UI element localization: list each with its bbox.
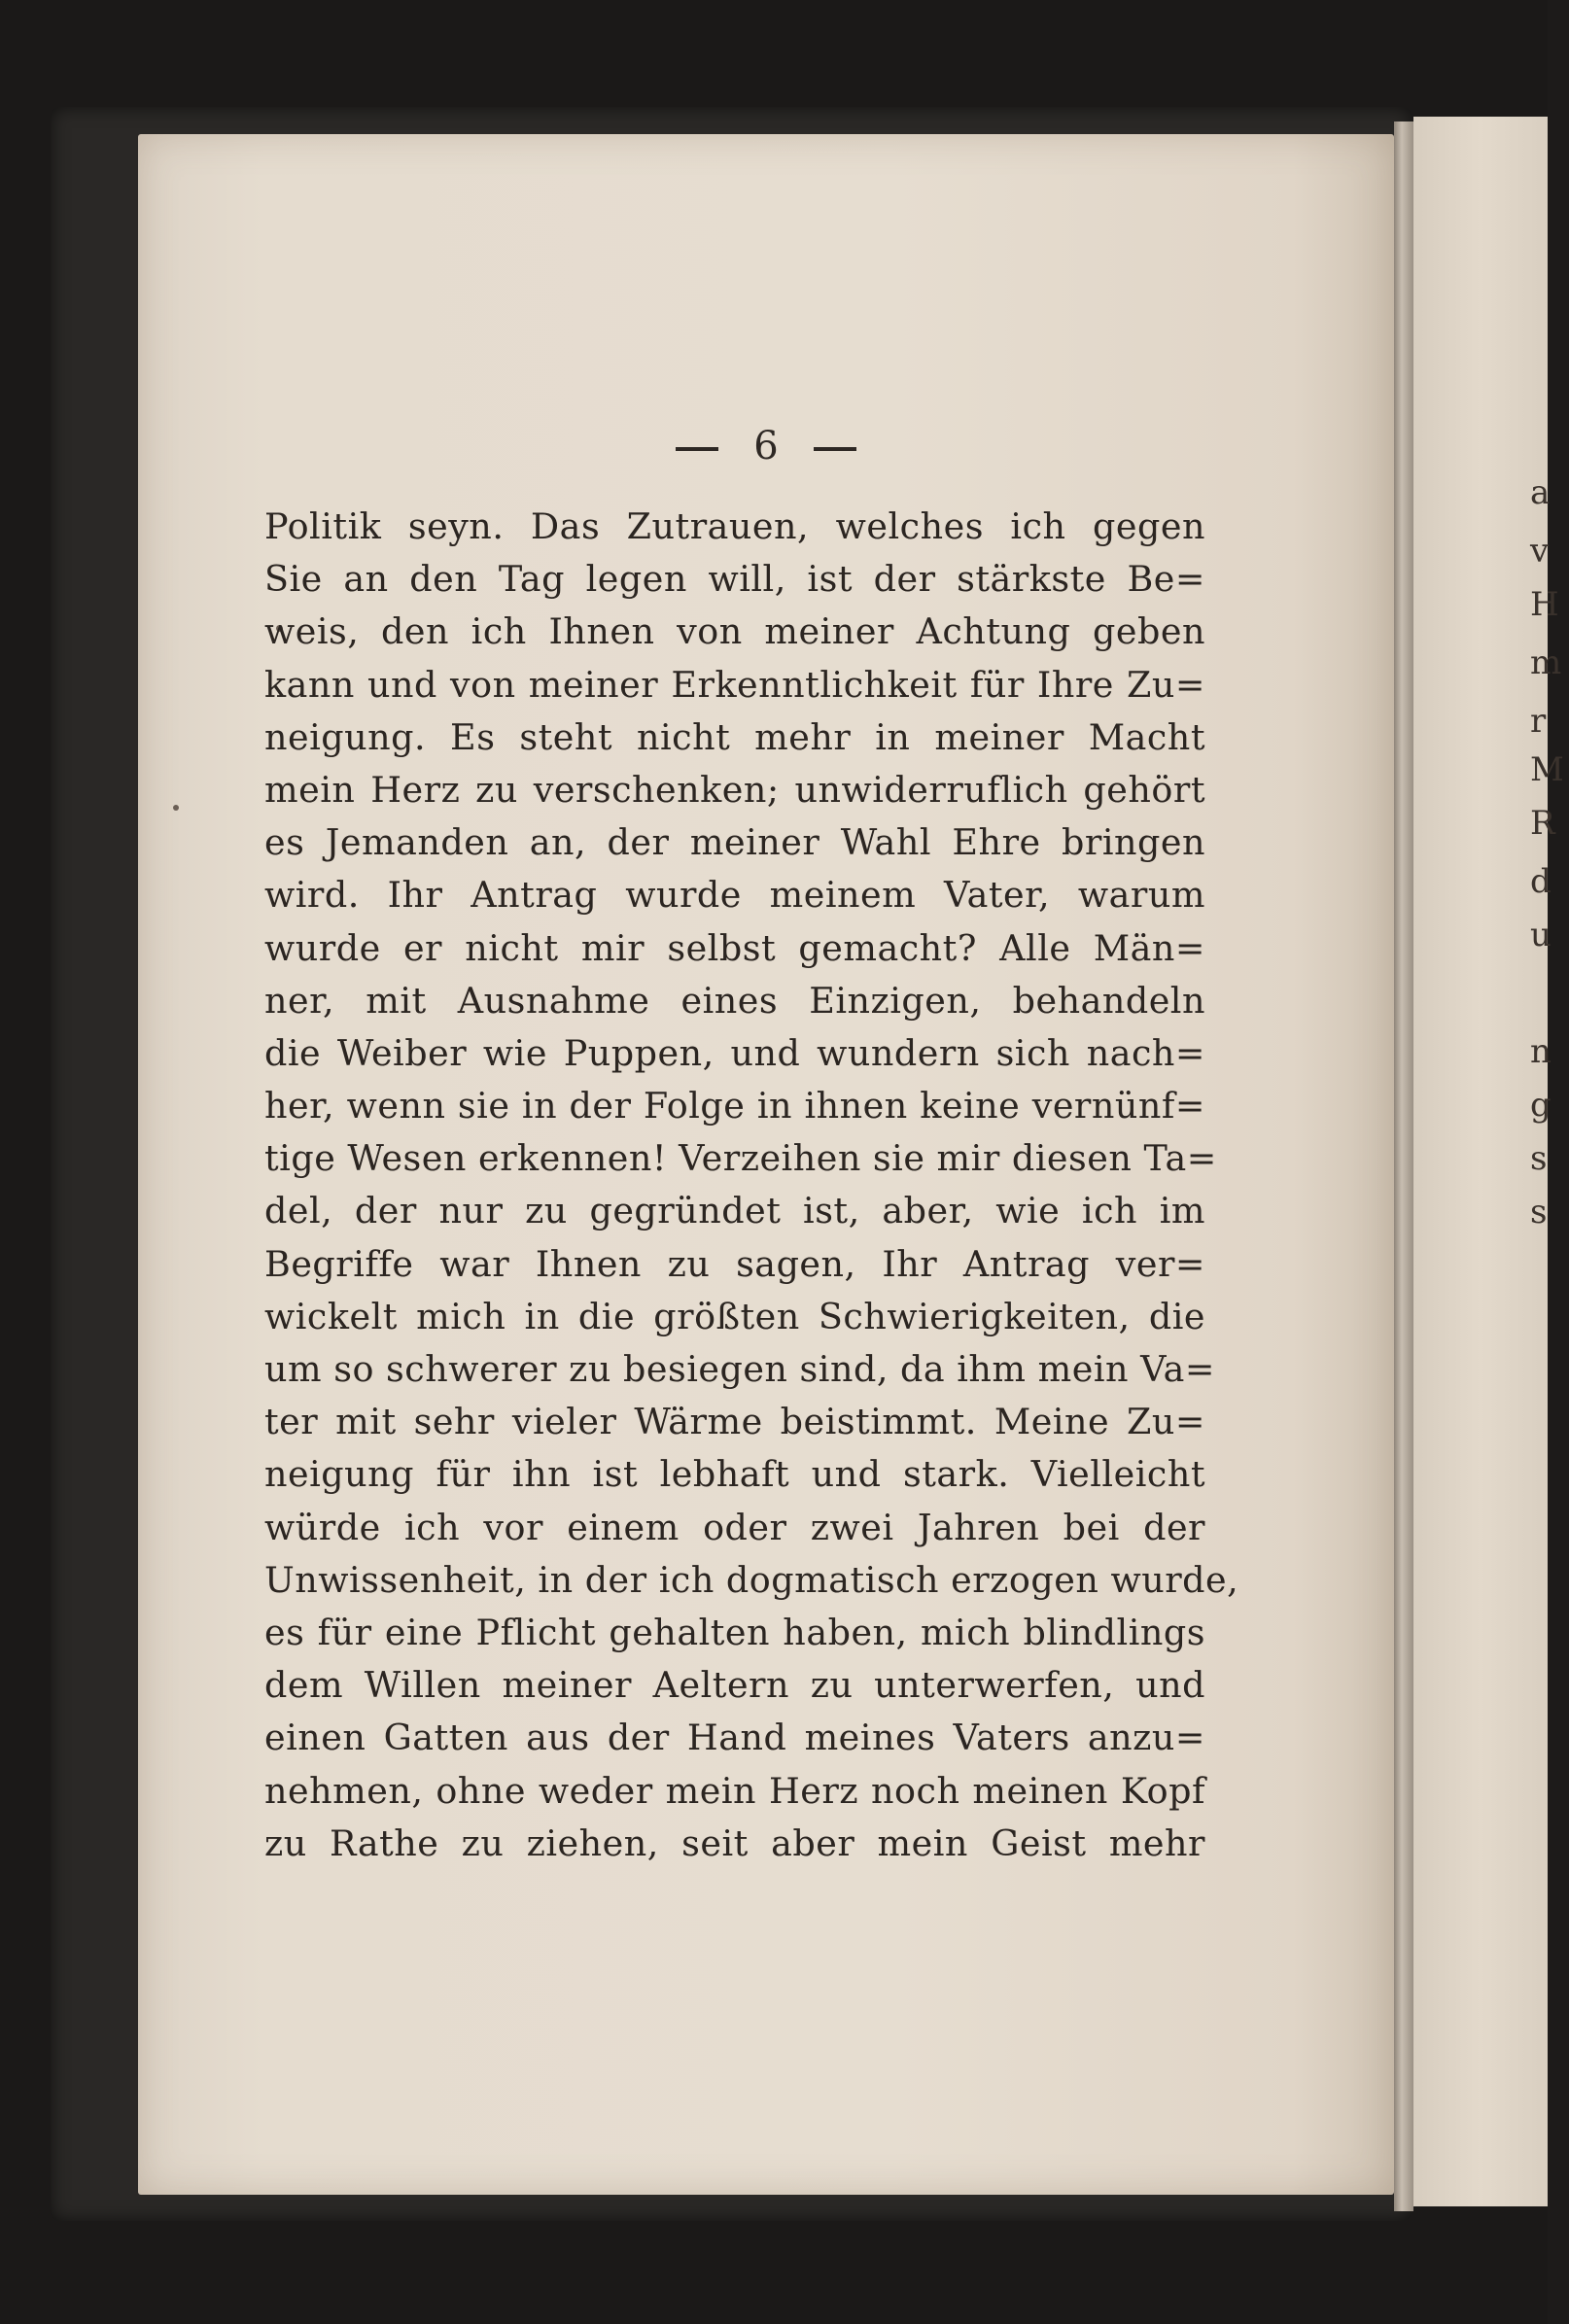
text-line: die Weiber wie Puppen, und wundern sich nach= — [264, 1031, 1205, 1074]
body-text — [264, 501, 1239, 1870]
next-page-fragment: a — [1530, 473, 1551, 512]
page-header — [138, 424, 1394, 468]
next-page-fragment: g — [1530, 1086, 1552, 1125]
text-line: wurde er nicht mir selbst gemacht? Alle Män= — [264, 926, 1205, 969]
text-line: wird. Ihr Antrag wurde meinem Vater, warum — [264, 874, 1205, 917]
paper-speck — [173, 805, 179, 811]
text-line: Sie an den Tag legen will, ist der stärkste Be= — [264, 558, 1205, 601]
header-dash-right — [814, 447, 856, 451]
next-page-fragment: d — [1530, 862, 1552, 901]
text-line: nehmen, ohne weder mein Herz noch meinen Kopf — [264, 1769, 1205, 1812]
next-page-fragment: m — [1530, 643, 1562, 682]
next-page-fragment: H — [1530, 585, 1559, 624]
text-line: Begriffe war Ihnen zu sagen, Ihr Antrag ver= — [264, 1242, 1205, 1285]
text-line: ner, mit Ausnahme eines Einzigen, behandeln — [264, 979, 1205, 1022]
next-page-fragment: s — [1530, 1139, 1548, 1178]
text-line: zu Rathe zu ziehen, seit aber mein Geist mehr — [264, 1821, 1205, 1864]
text-line: neigung für ihn ist lebhaft und stark. Vielleicht — [264, 1453, 1205, 1496]
text-line: würde ich vor einem oder zwei Jahren bei der — [264, 1506, 1205, 1548]
text-line: tige Wesen erkennen! Verzeihen sie mir diesen Ta= — [264, 1137, 1217, 1180]
next-page-fragment: s — [1530, 1193, 1548, 1231]
text-line: del, der nur zu gegründet ist, aber, wie ich im — [264, 1190, 1205, 1232]
text-line: her, wenn sie in der Folge in ihnen keine vernünf= — [264, 1085, 1205, 1127]
next-page-edge — [1413, 117, 1564, 2206]
next-page-fragment: R — [1530, 804, 1555, 843]
text-line: wickelt mich in die größten Schwierigkeiten, die — [264, 1295, 1205, 1337]
text-line: neigung. Es steht nicht mehr in meiner Macht — [264, 715, 1205, 758]
text-line: ter mit sehr vieler Wärme beistimmt. Meine Zu= — [264, 1401, 1205, 1443]
text-line: es Jemanden an, der meiner Wahl Ehre bringen — [264, 821, 1205, 864]
next-page-fragment: M — [1530, 750, 1564, 789]
next-page-fragment: r — [1530, 702, 1547, 741]
text-line: um so schwerer zu besiegen sind, da ihm mein Va= — [264, 1348, 1215, 1390]
text-line: einen Gatten aus der Hand meines Vaters anzu= — [264, 1717, 1205, 1759]
page-number: 6 — [753, 424, 779, 468]
text-line: es für eine Pflicht gehalten haben, mich blindlings — [264, 1611, 1205, 1653]
next-page-fragment: v — [1530, 532, 1550, 571]
text-line: Politik seyn. Das Zutrauen, welches ich gegen — [264, 505, 1205, 547]
text-line: mein Herz zu verschenken; unwiderruflich gehört — [264, 768, 1205, 811]
book-gutter — [1394, 121, 1413, 2211]
next-page-fragment: n — [1530, 1032, 1552, 1071]
next-page-fragment: u — [1530, 916, 1552, 954]
text-line: weis, den ich Ihnen von meiner Achtung geben — [264, 610, 1205, 653]
text-line: dem Willen meiner Aeltern zu unterwerfen, und — [264, 1664, 1205, 1707]
header-dash-left — [676, 447, 718, 451]
text-line: Unwissenheit, in der ich dogmatisch erzogen wurde, — [264, 1558, 1239, 1601]
text-line: kann und von meiner Erkenntlichkeit für Ihre Zu= — [264, 663, 1205, 706]
